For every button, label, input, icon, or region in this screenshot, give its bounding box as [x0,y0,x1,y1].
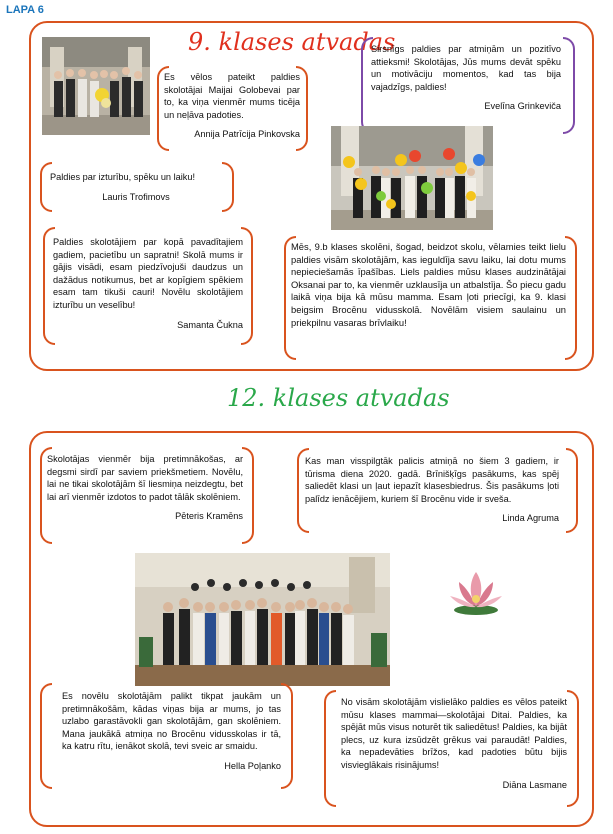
class-12-group-photo [135,553,390,686]
quote-hella [62,690,281,773]
quote-samanta [53,236,243,331]
quote-author: Linda Agruma [502,513,559,524]
class-9-photo-small [42,37,150,135]
quote-lauris [50,171,222,203]
section-9-title: 9. klases atvadas [188,28,396,56]
page-label: LAPA 6 [6,4,44,16]
quote-text: Paldies par izturību, spēku un laiku! [50,172,196,182]
quote-author: Samanta Čukna [177,319,243,330]
quote-author: Diāna Lasmane [502,779,567,790]
quote-text: Paldies skolotājiem par kopā pavadītajiem gadiem, pacietību un sapratni! Skolā mums ir gājis visādi, esam piedzīvojuši daudzus un dažādus notikumus, bet ar kopīgiem spēkiem esam tam tikuši cauri! Novēlu skolotājiem izturību un veselību! [53,237,243,310]
lotus-flower-image [447,566,505,618]
quote-bracket-left [324,690,336,807]
quote-text: Es novēlu skolotājām palikt tikpat jaukām un pretimnākošām, kādas viņas bija ar mums, jo tas uzlabo garastāvokli gan skolotājām, gan skolēniem. Mana jaukākā atmiņa no Brocēnu vidusskolas ir tā, ka katru rītu, ienākot skolā, tevi sveic ar smaidu. [62,691,281,752]
quote-bracket-right [563,37,575,134]
quote-author: Pēteris Kramēns [175,511,243,522]
section-12-title: 12. klases atvadas [227,384,450,412]
quote-linda [305,455,559,525]
quote-author: Annija Patrīcija Pinkovska [194,129,300,140]
quote-bracket-right [566,448,578,533]
quote-text: No visām skolotājām vislielāko paldies es vēlos pateikt mūsu klases mammai—skolotājai Ditai. Paldies, ka spējāt mūs visus noturēt tik saliedētus! Paldies, ka bijāt plecs, uz kura izsūdzēt grēkus vai paraudāt! Paldies, ka nepadevāties brīžos, kad padoties būtu bijis visvieglākais risinājums! [341,697,567,770]
quote-bracket-right [281,683,293,789]
quote-evelina [371,43,561,113]
quote-diana [341,696,567,791]
quote-author: Lauris Trofimovs [102,191,170,202]
quote-text: Skolotājas vienmēr bija pretimnākošas, ar degsmi sirdī par saviem priekšmetiem. Novēlu, lai ne tikai skolotājām šī liesmiņa neizdegtu, bet lai arī vienmēr izdotos to padot tālāk skolēniem. [47,454,243,502]
quote-text: Es vēlos pateikt paldies skolotājai Maijai Golobevai par to, ka viņa vienmēr mums ticēja un neļāva padoties. [164,72,300,120]
quote-bracket-right [565,236,577,360]
quote-bracket-right [242,447,254,544]
quote-text: Mēs, 9.b klases skolēni, šogad, beidzot skolu, vēlamies teikt lielu paldies visām skolotājām, kas ieguldīja savu laiku, lai dotu mums nepieciešamās īpašības. Liels paldies mūsu klases audzinātājai Oksanai par to, ka vienmēr uzklausīja un atbalstīja. Šo piecu gadu laikā viņa bija kā mūsu mamma. Esam ļoti priecīgi, ka 9. klasi beigsim Brocēnu vidusskolā. Novēlām visiem saulainu un priekpilnu vasaras brīvlaiku! [291,241,566,328]
quote-author: Hella Poļanko [224,760,281,771]
quote-bracket-right [567,690,579,807]
class-9-photo-balloons [331,126,493,230]
quote-annija [164,71,300,141]
quote-author: Evelīna Grinkeviča [484,101,561,112]
quote-text: Sirsnīgs paldies par atmiņām un pozitīvo attieksmi! Skolotājas, Jūs mums devāt spēku un motivāciju momentos, kad tas bija vajadzīgs, paldies! [371,44,561,92]
quote-9b-class [291,241,566,329]
quote-bracket-right [222,162,234,212]
quote-bracket-left [40,683,52,789]
quote-peteris [47,453,243,523]
quote-text: Kas man visspilgtāk palicis atmiņā no šiem 3 gadiem, ir tūrisma diena 2020. gadā. Brīnišķīgs pasākums, kas spēj saliedēt klasi un ļaut iepazīt klasesbiedrus. Šis pasākums ļoti palīdz ienācējiem, kuriem šī Brocēnu vide ir sveša. [305,456,559,504]
